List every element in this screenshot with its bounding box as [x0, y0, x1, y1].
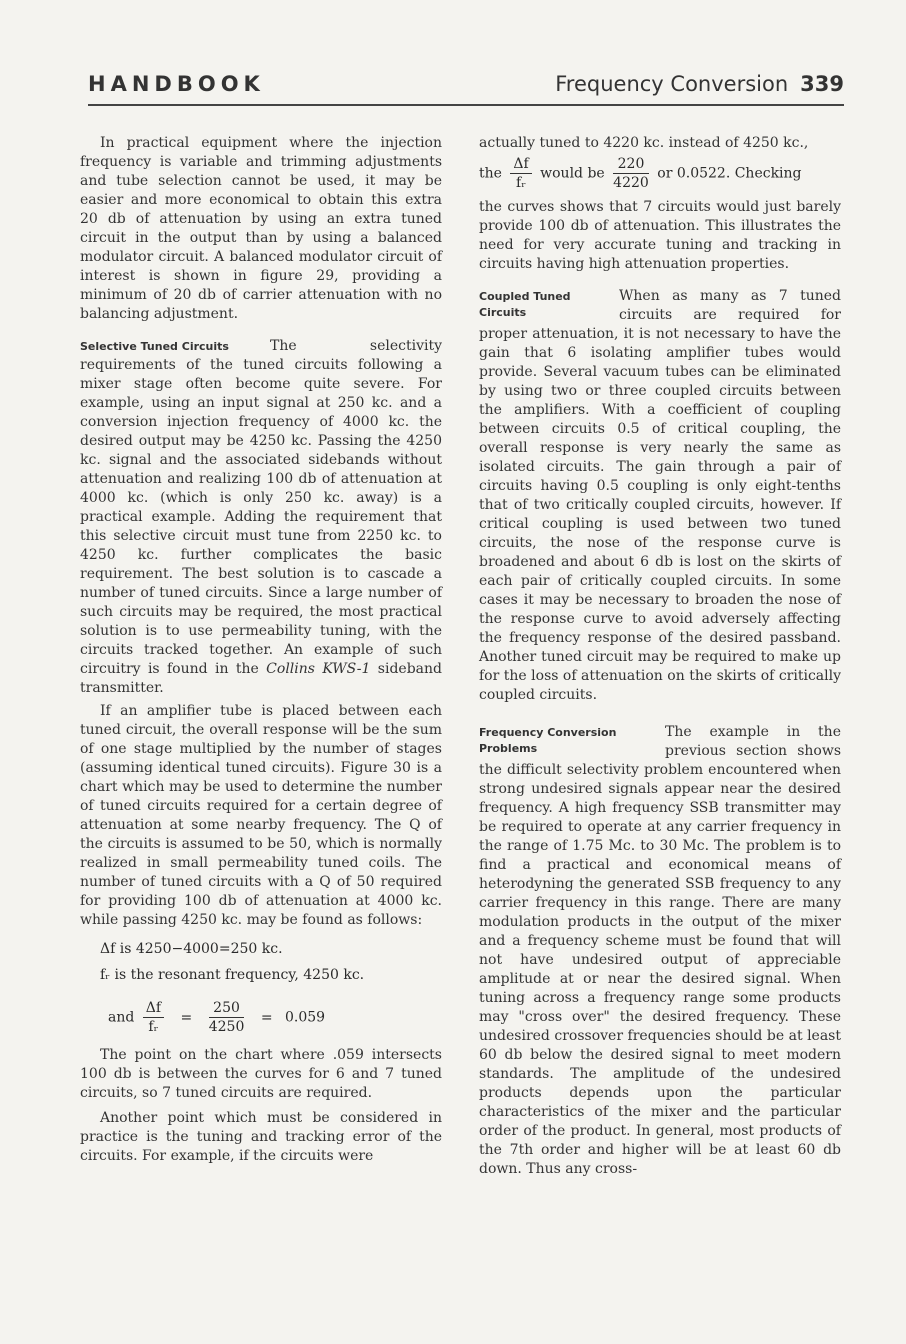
eq-would: would be — [540, 165, 605, 182]
fraction — [510, 155, 531, 192]
text-run-italic: Collins KWS-1 — [266, 661, 371, 677]
section-heading: Frequency Conversion Problems — [479, 726, 617, 755]
denominator: fᵣ — [516, 175, 527, 191]
left-column — [80, 134, 442, 1166]
paragraph: The point on the chart where .059 intersects 100 db is between the curves for 6 and 7 tuned circuits, so 7 tuned circuits are required. — [80, 1047, 442, 1101]
page-number: 339 — [800, 72, 844, 96]
chapter-title-text: Frequency Conversion — [555, 72, 789, 96]
section-heading: Coupled Tuned Circuits — [479, 290, 571, 319]
denominator: 4220 — [613, 175, 649, 191]
inline-equation — [479, 155, 841, 192]
paragraph: The example in the previous section shows the difficult selectivity problem encountered when strong undesired signals appear near the desired frequency. A high frequency SSB transmitter may be required to operate at any carrier frequency in the range of 1.75 Mc. to 30 Mc. The problem is to find a practical and economical means of heterodyning the generated SSB frequency to any carrier frequency in this range. There are many modulation products in the output of the mixer and a frequency scheme must be found that will not have undesired output of appreciable amplitude at or near the desired signal. When tuning across a frequency range some products may "cross over" the desired frequency. These undesired crossover frequencies should be at least 60 db below the desired signal to meet modern standards. The amplitude of the undesired products depends upon the particular characteristics of the mixer and the particular order of the product. In general, most products of the 7th order and higher will be at least 60 db down. Thus any cross- — [479, 724, 841, 1177]
numerator: Δf — [143, 999, 164, 1018]
denominator: 4250 — [208, 1019, 245, 1035]
paragraph — [80, 337, 442, 698]
chapter-title — [555, 72, 844, 96]
equals-sign: = — [260, 1009, 273, 1026]
running-head: HANDBOOK — [88, 72, 265, 96]
numerator: Δf — [510, 155, 531, 174]
equation-line: Δf is 4250−4000=250 kc. — [100, 941, 283, 957]
paragraph: Another point which must be considered in practice is the tuning and tracking error of the circuits. For example, if the circuits were — [80, 1110, 442, 1164]
numerator: 220 — [613, 155, 649, 174]
eq-the: the — [479, 165, 502, 182]
paragraph: When as many as 7 tuned circuits are required for proper attenuation, it is not necessary to have the gain that 6 isolating amplifier tubes would provide. Several vacuum tubes can be eliminated by using two or three coupled circuits between the amplifiers. With a coefficient of coupling between circuits 0.5 of critical coupling, the overall response is very nearly the same as isolated circuits. The gain through a pair of circuits having 0.5 coupling is only eight-tenths that of two critically coupled circuits, however. If critical coupling is used between two tuned circuits, the nose of the response curve is broadened and about 6 db is lost on the skirts of each pair of critically coupled circuits. In some cases it may be necessary to broaden the nose of the response curve to avoid adversely affecting the frequency response of the desired passband. Another tuned circuit may be required to make up for the loss of attenuation on the skirts of critically coupled circuits. — [479, 288, 841, 703]
fraction — [143, 999, 164, 1036]
eq-and: and — [108, 1009, 135, 1026]
section-heading: Selective Tuned Circuits — [80, 340, 229, 353]
result: 0.059 — [285, 1009, 326, 1026]
denominator: fᵣ — [148, 1019, 159, 1035]
numerator: 250 — [209, 999, 245, 1018]
fraction — [209, 999, 245, 1036]
text-run: sideband transmitter. — [80, 661, 442, 696]
equation-line: fᵣ is the resonant frequency, 4250 kc. — [100, 967, 365, 983]
equation — [80, 999, 442, 1036]
paragraph: the curves shows that 7 circuits would just barely provide 100 db of attenuation. This illustrates the need for very accurate tuning and tracking in circuits having high attenuation properties. — [479, 199, 841, 272]
paragraph: If an amplifier tube is placed between each tuned circuit, the overall response will be the sum of one stage multiplied by the number of stages (assuming identical tuned circuits). Figure 30 is a chart which may be used to determine the number of tuned circuits required for a certain degree of attenuation at some nearby frequency. The Q of the circuits is assumed to be 50, which is normally realized in small permeability tuned coils. The number of tuned circuits with a Q of 50 required for providing 100 db of attenuation at 4000 kc. while passing 4250 kc. may be found as follows: — [80, 703, 442, 928]
equals-sign: = — [180, 1009, 193, 1026]
right-column — [479, 134, 841, 1179]
fraction — [613, 155, 649, 192]
section-selective-tuned-circuits — [80, 337, 442, 698]
text-run: The selectivity requirements of the tuned circuits following a mixer stage often become quite severe. For example, using an input signal at 250 kc. and a conversion injection frequency of 4000 kc. the desired output may be 4250 kc. Passing the 4250 kc. signal and the associated sidebands without attenuation and realizing 100 db of attenuation at 4000 kc. (which is only 250 kc. away) is a practical example. Adding the requirement that this selective circuit must tune from 2250 kc. to 4250 kc. further complicates the basic requirement. The best solution is to cascade a number of tuned circuits. Since a large number of such circuits may be required, the most practical solution is to use permeability tuning, with the circuits tracked together. An example of such circuitry is found in the — [80, 338, 442, 677]
eq-tail: or 0.0522. Checking — [657, 165, 802, 182]
paragraph: In practical equipment where the injection frequency is variable and trimming adjustments and tube selection cannot be used, it may be easier and more economical to obtain this extra 20 db of attenuation by using an extra tuned circuit in the output than by using a balanced modulator circuit. A balanced modulator circuit of interest is shown in figure 29, providing a minimum of 20 db of carrier attenuation with no balancing adjustment. — [80, 135, 442, 322]
paragraph: actually tuned to 4220 kc. instead of 4250 kc., — [479, 135, 809, 151]
section-coupled-tuned-circuits — [479, 287, 841, 705]
page-header — [88, 66, 844, 106]
header-rule — [88, 104, 844, 106]
section-frequency-conversion-problems — [479, 723, 841, 1179]
